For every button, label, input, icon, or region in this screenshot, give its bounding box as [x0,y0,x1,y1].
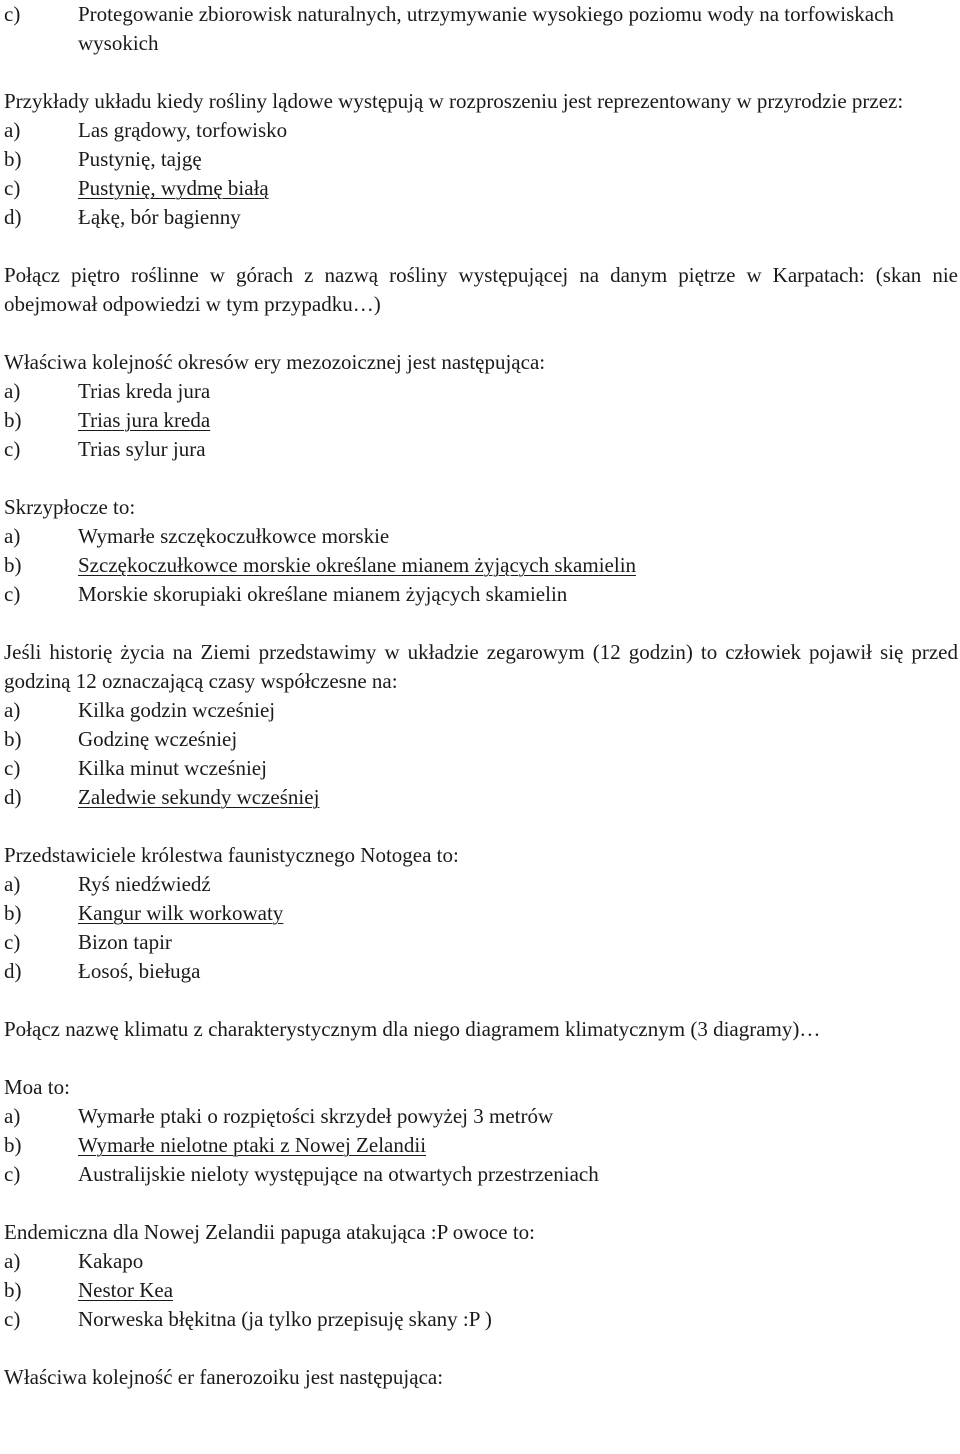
option-letter: d) [4,959,22,983]
question-block [4,1015,958,1044]
option-letter: b) [4,553,22,577]
document-page [4,0,958,1392]
paragraph-spacer [4,464,958,493]
paragraph-spacer [4,232,958,261]
answer-text: Pustynię, tajgę [78,147,202,171]
answer-option [4,203,958,232]
answer-option [4,435,958,464]
answer-option [4,145,958,174]
answer-text: Godzinę wcześniej [78,727,238,751]
answer-text: Protegowanie zbiorowisk naturalnych, utrzymywanie wysokiego poziomu wody na torfowiskach wysokich [78,2,894,55]
paragraph-spacer [4,1334,958,1363]
answer-option [4,522,958,551]
answer-text: Wymarłe ptaki o rozpiętości skrzydeł powyżej 3 metrów [78,1104,554,1128]
question-text: Skrzypłocze to: [4,495,136,519]
option-letter: c) [4,176,21,200]
option-letter: c) [4,1307,21,1331]
answer-option [4,696,958,725]
correct-answer-text: Wymarłe nielotne ptaki z Nowej Zelandii [78,1133,427,1157]
question-block [4,841,958,986]
option-letter: d) [4,785,22,809]
answer-option [4,1160,958,1189]
answer-option [4,1247,958,1276]
answer-text: Bizon tapir [78,930,172,954]
option-letter: a) [4,1104,21,1128]
option-letter: b) [4,147,22,171]
correct-answer-text: Szczękoczułkowce morskie określane mianem żyjących skamielin [78,553,637,577]
correct-answer-text: Zaledwie sekundy wcześniej [78,785,320,809]
answer-option [4,1131,958,1160]
answer-text: Kilka minut wcześniej [78,756,267,780]
answer-text: Wymarłe szczękoczułkowce morskie [78,524,390,548]
answer-option [4,754,958,783]
correct-answer-text: Trias jura kreda [78,408,211,432]
question-block [4,1073,958,1189]
answer-option [4,783,958,812]
answer-option [4,116,958,145]
question-block [4,638,958,812]
option-letter: a) [4,524,21,548]
option-letter: a) [4,1249,21,1273]
answer-option [4,1102,958,1131]
question-block [4,87,958,232]
answer-text: Kakapo [78,1249,144,1273]
paragraph-spacer [4,58,958,87]
question-block [4,261,958,319]
question-text: Połącz nazwę klimatu z charakterystycznym dla niego diagramem klimatycznym (3 diagramy)… [4,1017,821,1041]
option-letter: c) [4,2,21,26]
answer-text: Australijskie nieloty występujące na otwartych przestrzeniach [78,1162,599,1186]
question-text: Przykłady układu kiedy rośliny lądowe występują w rozproszeniu jest reprezentowany w przyrodzie przez: [4,89,904,113]
question-block [4,348,958,464]
answer-option [4,1305,958,1334]
answer-option [4,406,958,435]
answer-text: Morskie skorupiaki określane mianem żyjących skamielin [78,582,568,606]
answer-option [4,551,958,580]
option-letter: b) [4,901,22,925]
answer-option [4,174,958,203]
option-letter: c) [4,1162,21,1186]
correct-answer-text: Nestor Kea [78,1278,174,1302]
paragraph-spacer [4,1044,958,1073]
question-block [4,493,958,609]
option-letter: d) [4,205,22,229]
answer-text: Łąkę, bór bagienny [78,205,241,229]
correct-answer-text: Kangur wilk workowaty [78,901,284,925]
correct-answer-text: Pustynię, wydmę białą [78,176,269,200]
option-letter: a) [4,118,21,142]
answer-option [4,870,958,899]
answer-text: Kilka godzin wcześniej [78,698,276,722]
paragraph-spacer [4,319,958,348]
answer-option [4,0,958,58]
question-text: Jeśli historię życia na Ziemi przedstawimy w układzie zegarowym (12 godzin) to człowiek pojawił się przed godziną 12 oznaczającą czasy współczesne na: [4,640,958,693]
question-block [4,1218,958,1334]
question-text: Właściwa kolejność er fanerozoiku jest następująca: [4,1365,444,1389]
option-letter: b) [4,727,22,751]
paragraph-spacer [4,1189,958,1218]
option-letter: b) [4,408,22,432]
option-letter: a) [4,379,21,403]
question-text: Endemiczna dla Nowej Zelandii papuga atakująca :P owoce to: [4,1220,536,1244]
answer-text: Trias sylur jura [78,437,206,461]
option-letter: c) [4,930,21,954]
option-letter: c) [4,437,21,461]
question-text: Właściwa kolejność okresów ery mezozoicznej jest następująca: [4,350,546,374]
question-block [4,1363,958,1392]
answer-text: Las grądowy, torfowisko [78,118,288,142]
answer-option [4,928,958,957]
paragraph-spacer [4,986,958,1015]
answer-option [4,899,958,928]
option-letter: c) [4,582,21,606]
answer-option [4,377,958,406]
option-letter: a) [4,698,21,722]
option-letter: c) [4,756,21,780]
answer-option [4,580,958,609]
answer-option [4,725,958,754]
answer-text: Łosoś, bieługa [78,959,201,983]
question-block [4,0,958,58]
answer-option [4,1276,958,1305]
answer-text: Ryś niedźwiedź [78,872,211,896]
answer-text: Trias kreda jura [78,379,211,403]
option-letter: b) [4,1133,22,1157]
answer-option [4,957,958,986]
paragraph-spacer [4,609,958,638]
answer-text: Norweska błękitna (ja tylko przepisuję skany :P ) [78,1307,492,1331]
option-letter: b) [4,1278,22,1302]
question-text: Przedstawiciele królestwa faunistycznego Notogea to: [4,843,459,867]
option-letter: a) [4,872,21,896]
paragraph-spacer [4,812,958,841]
question-text: Moa to: [4,1075,70,1099]
question-text: Połącz piętro roślinne w górach z nazwą rośliny występującej na danym piętrze w Karpatach: (skan nie obejmował odpowiedzi w tym przypadku…) [4,263,958,316]
